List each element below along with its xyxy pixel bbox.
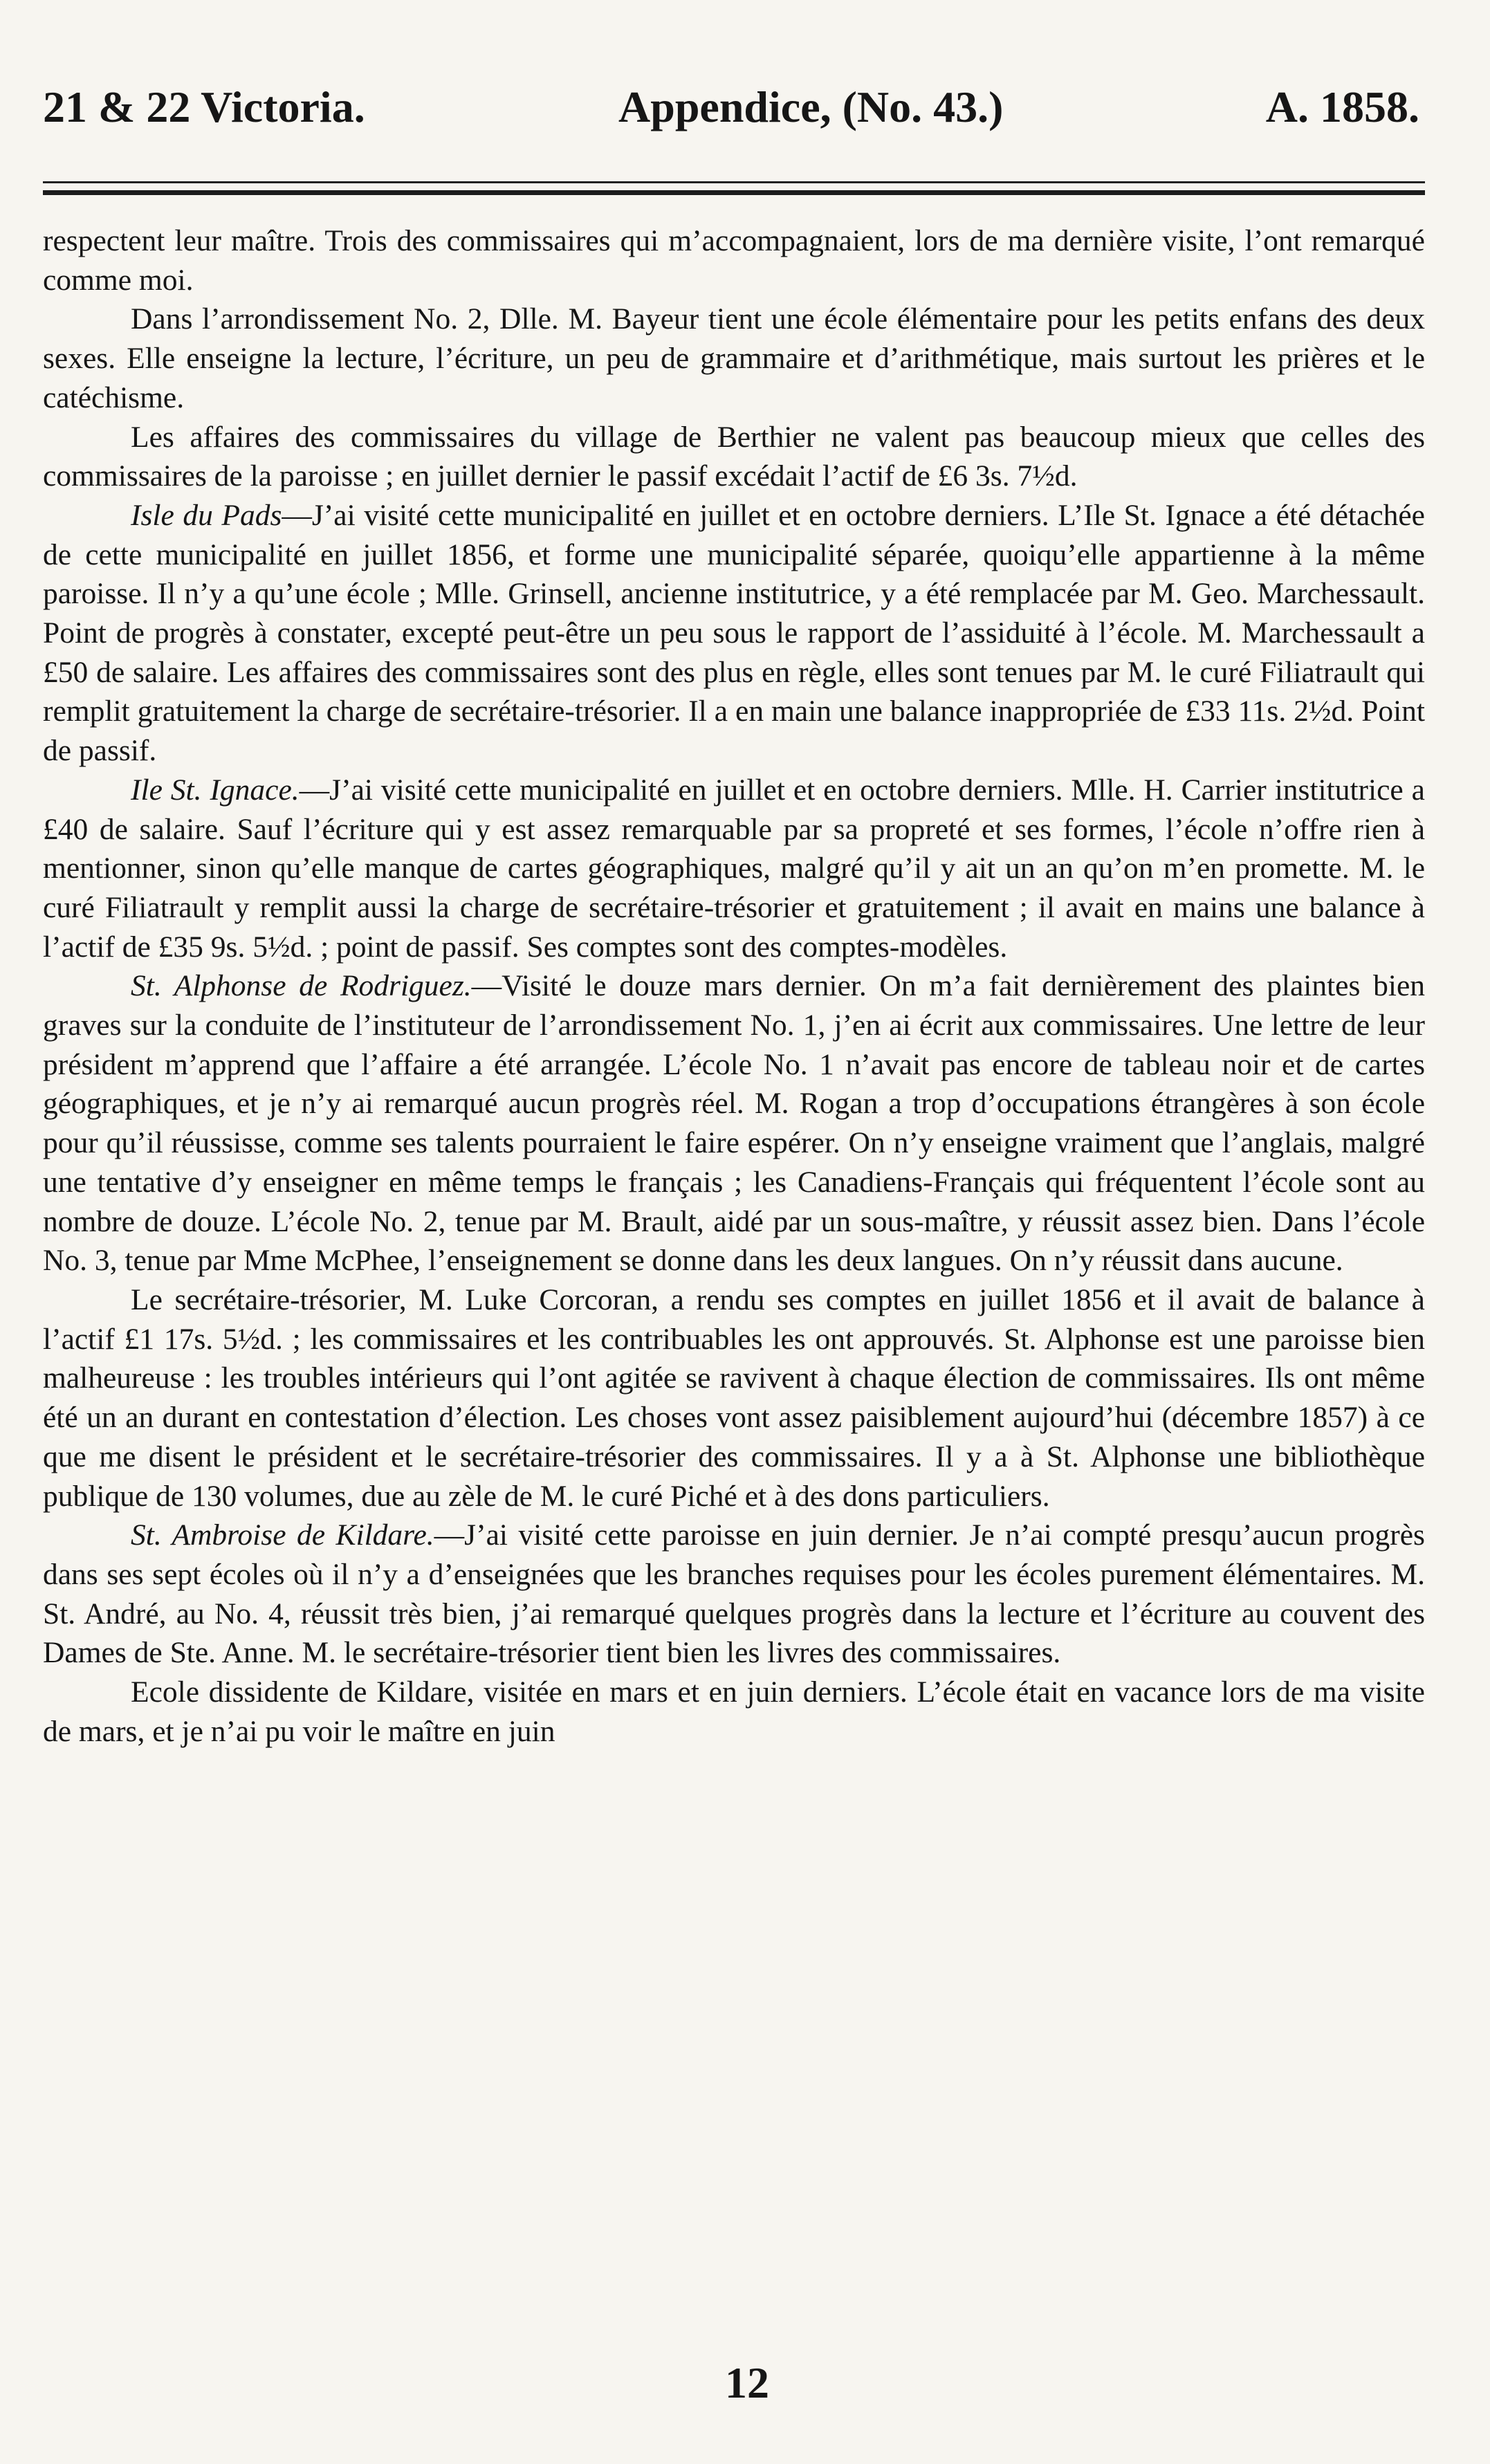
body-text [43,221,1425,1751]
paragraph [43,418,1425,496]
section-lead: Isle du Pads [131,498,282,532]
paragraph-text: Dans l’arrondissement No. 2, Dlle. M. Bayeur tient une école élémentaire pour les petits enfans des deux sexes. Elle enseigne la lecture, l’écriture, un peu de grammaire et d’arithmétique, mais surtout les prières et le catéchisme. [43,302,1425,414]
paragraph [43,1280,1425,1516]
paragraph-text: Le secrétaire-trésorier, M. Luke Corcoran, a rendu ses comptes en juillet 1856 et il avait de balance à l’actif £1 17s. 5½d. ; les commissaires et les contribuables les ont approuvés. St. Alphonse est une paroisse bien malheureuse : les troubles intérieurs qui l’ont agitée se ravivent à chaque élection de commissaires. Ils ont même été un an durant en contestation d’élection. Les choses vont assez paisiblement aujourd’hui (décembre 1857) à ce que me disent le président et le secrétaire-trésorier des commissaires. Il y a à St. Alphonse une bibliothèque publique de 130 volumes, due au zèle de M. le curé Piché et à des dons particuliers. [43,1282,1425,1513]
page-number: 12 [725,2358,769,2407]
paragraph [43,1516,1425,1673]
paragraph [43,1673,1425,1751]
section-lead: St. Ambroise de Kildare. [131,1518,434,1552]
paragraph-text: Les affaires des commissaires du village de Berthier ne valent pas beaucoup mieux que celles des commissaires de la paroisse ; en juillet dernier le passif excédait l’actif de £6 3s. 7½d. [43,420,1425,493]
paragraph-text: —J’ai visité cette paroisse en juin dernier. Je n’ai compté presqu’aucun progrès dans ses sept écoles où il n’y a d’enseignées que les branches requises pour les écoles purement élémentaires. M. St. André, au No. 4, réussit très bien, j’ai remarqué quelques progrès dans la lecture et l’écriture au couvent des Dames de Ste. Anne. M. le secrétaire-trésorier tient bien les livres des commissaires. [43,1518,1425,1670]
paragraph-text: —Visité le douze mars dernier. On m’a fait dernièrement des plaintes bien graves sur la conduite de l’instituteur de l’arrondissement No. 1, j’en ai écrit aux commissaires. Une lettre de leur président m’apprend que l’affaire a été arrangée. L’école No. 1 n’avait pas encore de tableau noir et de cartes géographiques, et je n’y ai remarqué aucun progrès réel. M. Rogan a trop d’occupations étrangères à son école pour qu’il réussisse, comme ses talents pourraient le faire espérer. On n’y enseigne vraiment que l’anglais, malgré une tentative d’y enseigner en même temps le français ; les Canadiens-Français qui fréquentent l’école sont au nombre de douze. L’école No. 2, tenue par M. Brault, aidé par un sous-maître, y réussit assez bien. Dans l’école No. 3, tenue par Mme McPhee, l’enseignement se donne dans les deux langues. On n’y réussit dans aucune. [43,969,1425,1278]
paragraph [43,300,1425,417]
paragraph-text: Ecole dissidente de Kildare, visitée en mars et en juin derniers. L’école était en vacance lors de ma visite de mars, et je n’ai pu voir le maître en juin [43,1675,1425,1748]
paragraph-text: —J’ai visité cette municipalité en juillet et en octobre derniers. L’Ile St. Ignace a été détachée de cette municipalité en juillet 1856, et forme une municipalité séparée, quoiqu’elle appartienne à la même paroisse. Il n’y a qu’une école ; Mlle. Grinsell, ancienne institutrice, y a été remplacée par M. Geo. Marchessault. Point de progrès à constater, excepté peut-être un peu sous le rapport de l’assiduité à l’école. M. Marchessault a £50 de salaire. Les affaires des commissaires sont des plus en règle, elles sont tenues par M. le curé Filiatrault qui remplit gratuitement la charge de secrétaire-trésorier. Il a en main une balance inappropriée de £33 11s. 2½d. Point de passif. [43,498,1425,768]
paragraph-text: —J’ai visité cette municipalité en juillet et en octobre derniers. Mlle. H. Carrier institutrice a £40 de salaire. Sauf l’écriture qui y est assez remarquable par sa propreté et ses formes, l’école n’offre rien à mentionner, sinon qu’elle manque de cartes géographiques, malgré qu’il y ait un an qu’on m’en promette. M. le curé Filiatrault y remplit aussi la charge de secrétaire-trésorier et gratuitement ; il avait en mains une balance à l’actif de £35 9s. 5½d. ; point de passif. Ses comptes sont des comptes-modèles. [43,773,1425,964]
paragraph [43,771,1425,967]
section-lead: St. Alphonse de Rodriguez. [131,969,472,1003]
header-rule-thin [43,181,1425,183]
header-rule-thick [43,190,1425,195]
page-header [43,77,1419,137]
header-session: 21 & 22 Victoria. [43,82,365,131]
paragraph [43,221,1425,300]
paragraph [43,966,1425,1280]
header-appendix: Appendice, (No. 43.) [618,82,1004,131]
paragraph-text: respectent leur maître. Trois des commissaires qui m’accompagnaient, lors de ma dernière visite, l’ont remarqué comme moi. [43,224,1425,297]
header-year: A. 1858. [1265,82,1419,131]
section-lead: Ile St. Ignace. [131,773,300,807]
paragraph [43,496,1425,771]
